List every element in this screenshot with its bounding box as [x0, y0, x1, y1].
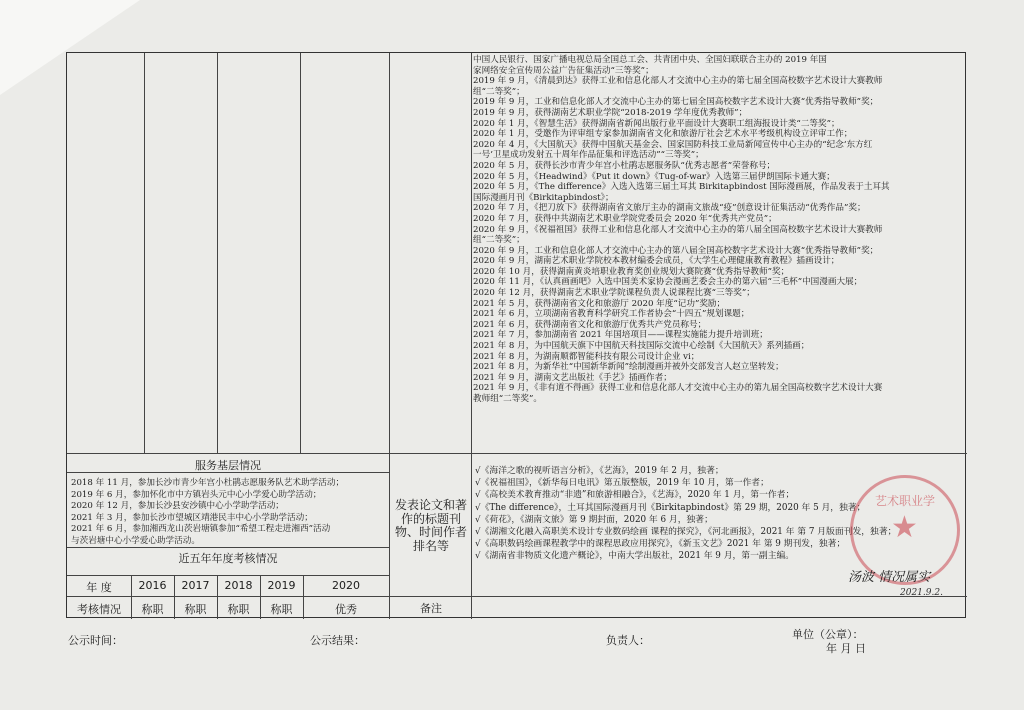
year-cell: 2018: [224, 579, 253, 592]
award-entry: 教师组“二等奖”。: [473, 394, 542, 404]
award-entry: 2020 年 10 月，获得湖南黄炎培职业教育奖创业规划大赛院赛“优秀指导教师”奖；: [473, 266, 790, 277]
award-entry: 2020 年 9 月，工业和信息化部人才交流中心主办的第八届全国高校数字艺术设计大赛“优秀指导教师”奖；: [473, 245, 879, 256]
column-divider: [471, 53, 472, 619]
publication-entry: √《高职数码绘画课程教学中的课程思政应用探究》，《新玉文艺》2021 年 第 9 期刊发，独著；: [475, 539, 846, 550]
signature-date: 2021.9.2.: [900, 588, 943, 598]
service-entry: 2018 年 11 月，参加长沙市青少年宫小杜鹃志愿服务队艺术助学活动；: [71, 478, 345, 488]
service-list: [71, 478, 389, 548]
row-divider: [67, 575, 389, 576]
service-entry: 2021 年 6 月，参加湘西龙山茨岩塘镇参加“希望工程走进湘西”活动: [71, 524, 331, 535]
award-entry: 2020 年 1 月，《智慧生活》获得湖南省新闻出版行业平面设计大赛职工组海报设计类“二等奖”；: [473, 118, 840, 129]
publication-entry: √《高校美术教育推动“非遗”和旅游相融合》，《艺海》，2020 年 1 月，第一作者；: [475, 490, 795, 501]
award-entry: 2021 年 9 月，《非有道不得画》获得工业和信息化部人才交流中心主办的第九届全国高校数字艺术设计大赛: [473, 383, 883, 394]
service-entry: 与茨岩塘中心小学爱心助学活动。: [71, 535, 200, 546]
award-entry: 2021 年 8 月，为湖南顺都智能科技有限公司设计企业 vi；: [473, 351, 700, 362]
award-entry: 2020 年 7 月，《把刀放下》获得湖南省文旅厅主办的湖南文旅战“疫”创意设计征集活动“优秀作品”奖；: [473, 203, 866, 214]
publication-entry: √《湖湘文化融入高职美术设计专业数码绘画 课程的探究》，《河北画报》，2021 年 第 7 月版面刊发，独著；: [475, 527, 897, 538]
award-entry: 2021 年 7 月，参加湖南省 2021 年国培项目——课程实施能力提升培训班；: [473, 330, 768, 341]
award-entry: 组“二等奖”；: [473, 235, 525, 246]
award-entry: 2021 年 8 月，为中国航天旗下中国航天科技国际交流中心绘制《大国航天》系列插画；: [473, 341, 810, 352]
column-divider: [300, 53, 301, 453]
service-entry: 2020 年 12 月，参加长沙县安沙镇中心小学助学活动；: [71, 501, 284, 512]
award-entry: 2020 年 4 月，《大国航天》获得中国航天基金会、国家国防科技工业局新闻宣传中心主办的“纪念‘东方红: [473, 139, 873, 150]
award-entry: 2021 年 6 月，获得湖南省文化和旅游厅优秀共产党员称号；: [473, 319, 707, 330]
year-cell: 2019: [267, 579, 296, 592]
column-divider: [144, 53, 145, 453]
award-entry: 中国人民银行、国家广播电视总局全国总工会、共青团中央、全国妇联联合主办的 2019 年国: [473, 55, 827, 65]
publication-entry: √《祝福祖国》，《新华每日电讯》第五版整版，2019 年 10 月，第一作者；: [475, 478, 769, 489]
column-divider: [217, 53, 218, 453]
year-cell: 2016: [138, 579, 167, 592]
publicity-time-label: 公示时间：: [68, 634, 123, 647]
award-entry: 一号’卫星成功发射五十周年作品征集和评选活动”“三等奖”；: [473, 150, 704, 161]
publications-label: 发表论文和著作的标题刊物、时间作者排名等: [394, 498, 467, 553]
service-entry: 2021 年 3 月，参加长沙市望城区靖港民丰中心小学助学活动；: [71, 512, 313, 523]
award-entry: 2020 年 5 月，《Headwind》《Put it down》《Tug-of-war》入选第三届伊朗国际卡通大赛；: [473, 171, 835, 182]
award-entry: 2020 年 1 月，受邀作为评审组专家参加湖南省文化和旅游厅社会艺术水平考级机构设立评审工作；: [473, 129, 853, 140]
year-cell: 2017: [181, 579, 210, 592]
service-title: 服务基层情况: [195, 459, 261, 472]
result-label: 考核情况: [77, 603, 121, 616]
award-entry: 2021 年 9 月，湖南文艺出版社《手艺》插画作者；: [473, 372, 672, 383]
award-entry: 家网络安全宣传周公益广告征集活动“三等奖”；: [473, 65, 654, 76]
award-entry: 2019 年 9 月，《清晨到达》获得工业和信息化部人才交流中心主办的第七届全国高校数字艺术设计大赛教师: [473, 76, 883, 87]
award-entry: 组“二等奖”；: [473, 86, 525, 97]
year-cell: 2020: [332, 579, 360, 592]
publication-entry: √《湖南省非物质文化遗产概论》，中南大学出版社，2021 年 9 月，第一副主编。: [475, 551, 795, 562]
award-entry: 2021 年 5 月，获得湖南省文化和旅游厅 2020 年度“记功”奖励；: [473, 298, 726, 309]
result-cell: 称职: [184, 603, 207, 616]
form-table: [66, 52, 966, 618]
publication-entry: √《海洋之歌的视听语言分析》，《艺海》，2019 年 2 月，独著；: [475, 466, 724, 476]
column-divider: [389, 53, 390, 619]
award-entry: 2019 年 9 月，获得湖南艺术职业学院“2018-2019 学年度优秀教师”；: [473, 107, 748, 118]
award-entry: 2020 年 11 月，《认真画画吧》入选中国美术家协会漫画艺委会主办的第六届“三毛杯”中国漫画大展；: [473, 277, 863, 288]
result-cell: 称职: [270, 603, 293, 616]
footer-date: 年 月 日: [826, 642, 866, 655]
seal-text: 艺术职业学: [874, 494, 935, 508]
award-entry: 国际漫画月刊《Birkitapbindost》；: [473, 192, 614, 203]
service-entry: 2019 年 6 月，参加怀化市中方镇岩头元中心小学爱心助学活动；: [71, 489, 322, 500]
award-entry: 2021 年 6 月，立项湖南省教育科学研究工作者协会“十四五”规划课题；: [473, 309, 750, 320]
result-cell: 称职: [141, 603, 164, 616]
review-title: 近五年年度考核情况: [178, 552, 278, 565]
seal-star-icon: ★: [891, 510, 918, 545]
award-entry: 2020 年 9 月，《祝福祖国》获得工业和信息化部人才交流中心主办的第八届全国高校数字艺术设计大赛教师: [473, 224, 883, 235]
row-divider: [67, 596, 967, 597]
publication-entry: √《The difference》，土耳其国际漫画月刊《Birkitapbindost》第 29 期，2020 年 5 月，独著；: [475, 502, 866, 513]
award-entry: 2020 年 9 月，湖南艺术职业学院校本教材编委会成员，《大学生心理健康教育教程》插画设计；: [473, 256, 840, 267]
awards-list: [473, 55, 961, 405]
handwritten-signature: 汤波 情况属实: [848, 570, 931, 585]
award-entry: 2020 年 12 月，获得湖南艺术职业学院课程负责人说课程比赛“三等奖”；: [473, 288, 755, 299]
result-cell: 称职: [227, 603, 250, 616]
award-entry: 2019 年 9 月，工业和信息化部人才交流中心主办的第七届全国高校数字艺术设计大赛“优秀指导教师”奖；: [473, 97, 879, 108]
row-divider: [67, 453, 967, 454]
award-entry: 2021 年 8 月，为新华社“中国新华新闻”绘制漫画并被外交部发言人赵立坚转发；: [473, 362, 784, 373]
remark-label: 备注: [420, 602, 442, 615]
publicity-result-label: 公示结果：: [310, 634, 365, 647]
award-entry: 2020 年 7 月，获得中共湖南艺术职业学院党委员会 2020 年“优秀共产党员”；: [473, 213, 777, 224]
year-label: 年 度: [86, 581, 112, 594]
publication-entry: √《荷花》，《湖南文旅》第 9 期封面，2020 年 6 月，独著；: [475, 514, 713, 525]
unit-seal-label: 单位（公章）：: [792, 628, 864, 641]
award-entry: 2020 年 5 月，获得长沙市青少年宫小杜鹃志愿服务队“优秀志愿者”荣誉称号；: [473, 160, 776, 171]
responsible-label: 负责人：: [606, 634, 650, 647]
result-cell: 优秀: [335, 603, 357, 616]
award-entry: 2020 年 5 月，《The difference》入选入选第三届土耳其 Birkitapbindost 国际漫画展，作品发表于土耳其: [473, 182, 890, 193]
